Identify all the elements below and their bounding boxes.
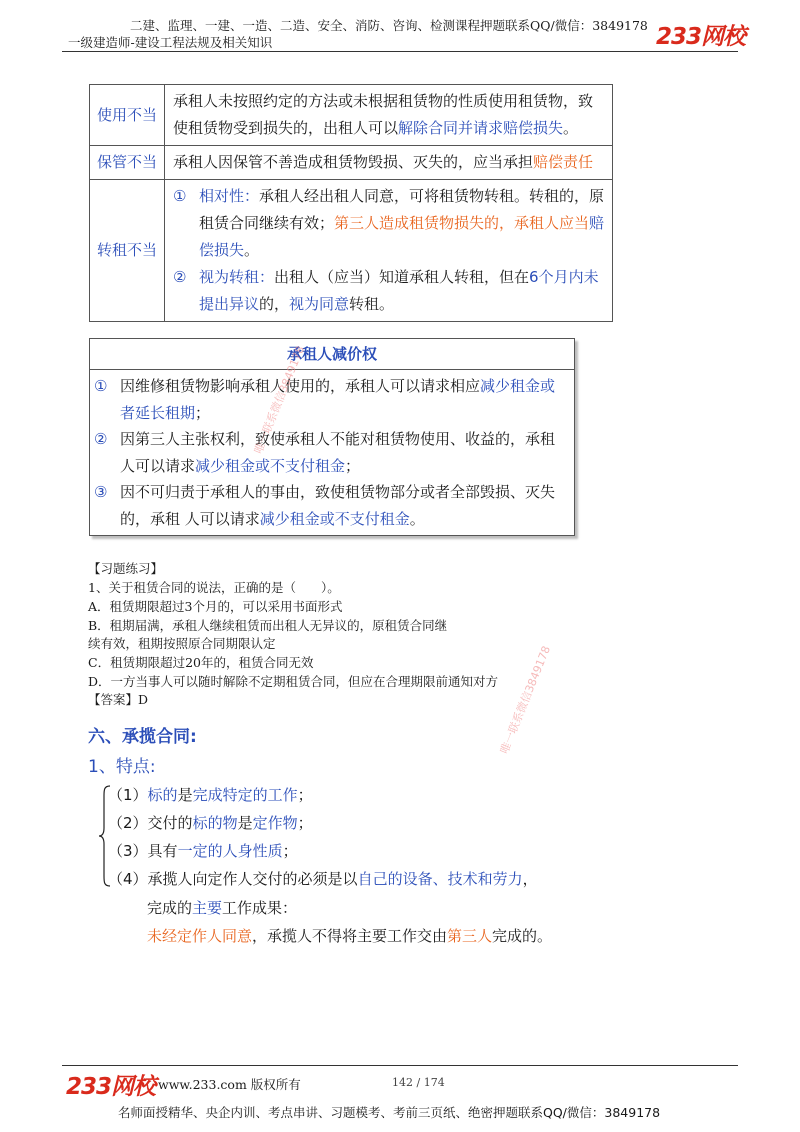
list-item: ③ 因不可归责于承租人的事由，致使租赁物部分或者全部毁损、灭失的，承租 人可以请求减少租金或不支付租金。	[94, 483, 556, 528]
row-head-improper-use: 使用不当	[90, 85, 165, 146]
box-body	[94, 373, 564, 532]
table-row	[90, 85, 613, 146]
list-item: ① 因维修租赁物影响承租人使用的，承租人可以请求相应减少租金或者延长租期；	[94, 377, 556, 422]
exercise-option-c: C．租赁期限超过20年的，租赁合同无效	[88, 655, 314, 670]
feature-1: （1）标的是完成特定的工作；	[108, 786, 313, 804]
header-promo-text: 二建、监理、一建、一造、二造、安全、消防、咨询、检测课程押题联系QQ/微信：3849178	[130, 18, 648, 33]
list-item: ① 相对性：承租人经出租人同意，可将租赁物转租。转租的，原租赁合同继续有效；第三人造成租赁物损失的，承租人应当赔偿损失。	[173, 187, 605, 259]
row-content-improper-use: 承租人未按照约定的方法或未根据租赁物的性质使用租赁物，致使租赁物受到损失的，出租人可以解除合同并请求赔偿损失。	[165, 85, 613, 146]
watermark-text: 唯一联系微信3849178	[251, 344, 307, 456]
footer-logo: 233网校	[66, 1074, 156, 1100]
table-row	[90, 180, 613, 322]
footer-site: www.233.com 版权所有	[158, 1077, 301, 1092]
row-head-improper-sublease: 转租不当	[90, 180, 165, 322]
footer-rule	[62, 1065, 738, 1066]
feature-4: （4）承揽人向定作人交付的必须是以自己的设备、技术和劳力，	[108, 870, 538, 888]
box-title: 承租人减价权	[90, 339, 574, 370]
exercise-answer: 【答案】D	[88, 692, 149, 707]
feature-4-line2: 完成的主要工作成果：	[147, 899, 298, 917]
list-item: ② 视为转租：出租人（应当）知道承租人转租，但在6个月内未提出异议的，视为同意转租。	[173, 268, 599, 313]
footer-promo-text: 名师面授精华、央企内训、考点串讲、习题模考、考前三页纸、绝密押题联系QQ/微信：3849178	[118, 1105, 661, 1120]
page-number: 142 / 174	[392, 1076, 445, 1089]
row-content-improper-sublease	[165, 180, 613, 322]
exercise-option-b-cont: 续有效，租期按照原合同期限认定	[88, 636, 276, 651]
header-subject-title: 一级建造师-建设工程法规及相关知识	[68, 35, 273, 50]
exercise-option-b: B．租期届满，承租人继续租赁而出租人无异议的，原租赁合同继	[88, 618, 448, 633]
header-rule	[62, 51, 738, 52]
section-subtitle: 1、特点:	[88, 757, 156, 777]
section-title: 六、承揽合同:	[88, 727, 197, 747]
feature-4-line3: 未经定作人同意，承揽人不得将主要工作交由第三人完成的。	[147, 927, 553, 945]
list-item: ② 因第三人主张权利，致使承租人不能对租赁物使用、收益的，承租人可以请求减少租金或不支付租金；	[94, 430, 556, 475]
rent-reduction-box	[89, 338, 575, 536]
exercise-question: 1、关于租赁合同的说法，正确的是（ ）。	[88, 580, 340, 595]
exercise-option-d: D．一方当事人可以随时解除不定期租赁合同，但应在合理期限前通知对方	[88, 674, 499, 689]
lease-fault-table	[89, 84, 613, 322]
exercise-option-a: A．租赁期限超过3个月的，可以采用书面形式	[88, 599, 343, 614]
table-row	[90, 146, 613, 180]
feature-2: （2）交付的标的物是定作物；	[108, 814, 313, 832]
row-head-improper-custody: 保管不当	[90, 146, 165, 180]
feature-3: （3）具有一定的人身性质；	[108, 842, 298, 860]
watermark-text: 唯一联系微信3849178	[497, 644, 553, 756]
header-logo: 233网校	[656, 24, 746, 50]
row-content-improper-custody: 承租人因保管不善造成租赁物毁损、灭失的，应当承担赔偿责任	[165, 146, 613, 180]
exercise-title: 【习题练习】	[88, 561, 164, 576]
